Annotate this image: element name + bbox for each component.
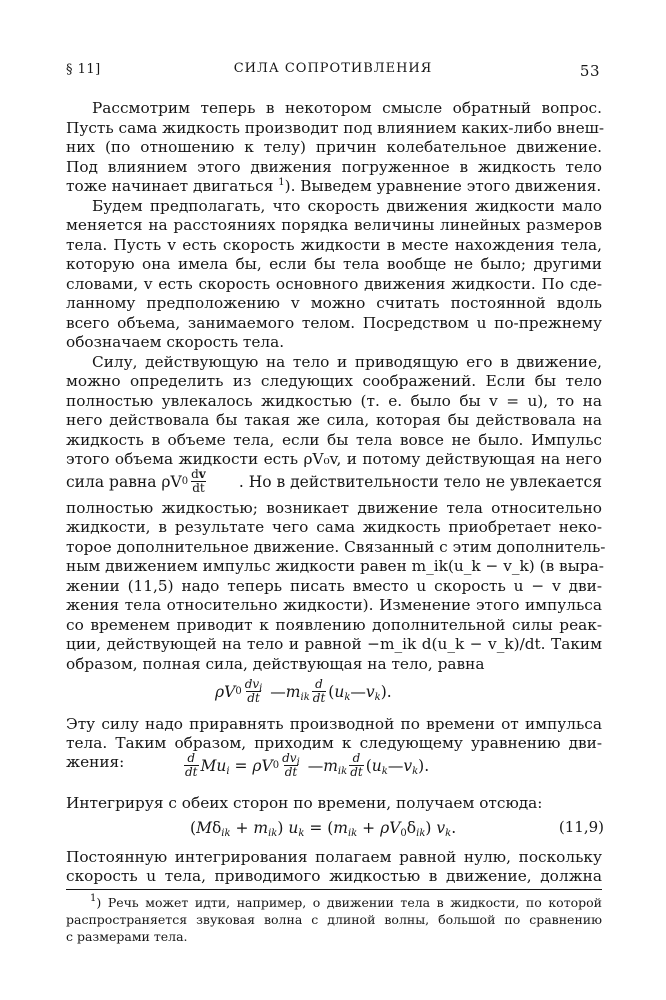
fraction-dv-dt: $\frac{dv}{dt}$ xyxy=(191,467,206,495)
text-line: Рассмотрим теперь в некотором смысле обратный вопрос. xyxy=(92,99,602,117)
text-line: полностью жидкостью; возникает движение тела относительно xyxy=(66,499,602,517)
text-line: меняется на расстояниях порядка величины линейных размеров xyxy=(66,216,602,234)
text-line: ции, действующей на тело и равной −m_ik d(u_k − v_k)/dt. Таким xyxy=(66,635,602,653)
text-line: жения: xyxy=(66,753,125,771)
text-line: ным движением импульс жидкости равен m_ik(u_k − v_k) (в выра- xyxy=(66,557,604,575)
equation-motion: $\frac{d}{dt}$ $Mu_i$ = ρV 0 $\frac{dv_i}{dt}$ — $m_{ik}$ $\frac{d}{dt}$ ( $u_k$ — $v_k$ ). xyxy=(185,751,430,779)
text-line: Интегрируя с обеих сторон по времени, получаем отсюда: xyxy=(66,794,543,812)
text-line: торое дополнительное движение. Связанный с этим дополнитель- xyxy=(66,538,606,556)
equation-force: ρV 0 $\frac{dv_i}{dt}$ — $m_{ik}$ $\frac{d}{dt}$ ( $u_k$ — $v_k$ ). xyxy=(215,677,392,705)
footnote-divider xyxy=(66,889,602,890)
text-line: Постоянную интегрирования полагаем равной нулю, поскольку xyxy=(66,848,602,866)
equation-11-9: $(M\delta_{ik} + m_{ik}) u_k = (m_{ik} + \rho V_0\delta_{ik})$ $v_k$. xyxy=(190,819,457,839)
text-line: тоже начинает двигаться $^1$). Выведем уравнение этого движения. xyxy=(66,177,602,195)
page-title: СИЛА СОПРОТИВЛЕНИЯ xyxy=(233,61,433,76)
footnote-line: распространяется звуковая волна с длиной волны, большой по сравнению xyxy=(66,912,602,927)
text-line: Эту силу надо приравнять производной по времени от импульса xyxy=(66,715,602,733)
page-number: 53 xyxy=(579,62,600,80)
text-line: тела. Пусть v есть скорость жидкости в месте нахождения тела, xyxy=(66,236,602,254)
text-line: образом, полная сила, действующая на тело, равна xyxy=(66,655,485,673)
text-line: него действовала бы такая же сила, которая бы действовала на xyxy=(66,411,602,429)
text-line: можно определить из следующих соображений. Если бы тело xyxy=(66,372,602,390)
text-line: Пусть сама жидкость производит под влиянием каких-либо внеш- xyxy=(66,119,605,137)
text-line: со временем приводит к появлению дополнительной силы реак- xyxy=(66,616,602,634)
text-line: обозначаем скорость тела. xyxy=(66,333,285,351)
text-line: скорость u тела, приводимого жидкостью в движение, должна xyxy=(66,867,602,885)
force-line: сила равна ρV 0 $\frac{dv}{dt}$ . Но в действительности тело не увлекается xyxy=(66,467,602,495)
equation-number: (11,9) xyxy=(558,818,604,836)
text-line: которую она имела бы, если бы тела вообще не было; другими xyxy=(66,255,602,273)
text-line: Силу, действующую на тело и приводящую его в движение, xyxy=(92,353,602,371)
text-line: Под влиянием этого движения погруженное в жидкость тело xyxy=(66,158,602,176)
text-line: полностью увлекалось жидкостью (т. е. было бы v = u), то на xyxy=(66,392,602,410)
text-line: жидкость в объеме тела, если бы тела вовсе не было. Импульс xyxy=(66,431,602,449)
text-line: словами, v есть скорость основного движения жидкости. По сде- xyxy=(66,275,602,293)
text-line: жения тела относительно жидкости). Изменение этого импульса xyxy=(66,596,602,614)
text-line: жении (11,5) надо теперь писать вместо u скорость u − v дви- xyxy=(66,577,602,595)
footnote-line: с размерами тела. xyxy=(66,929,188,944)
section-marker: § 11] xyxy=(66,62,101,77)
text-line: них (по отношению к телу) причин колебательное движение. xyxy=(66,138,602,156)
text-line: ланному предположению v можно считать постоянной вдоль xyxy=(66,294,602,312)
footnote-line: $^1$) Речь может идти, например, о движении тела в жидкости, по которой xyxy=(90,893,602,910)
text-line: этого объема жидкости есть ρV₀v, и потому действующая на него xyxy=(66,450,602,468)
text-line: всего объема, занимаемого телом. Посредством u по-прежнему xyxy=(66,314,602,332)
footnote-ref[interactable]: 1 xyxy=(278,177,285,188)
text-line: тела. Таким образом, приходим к следующему уравнению дви- xyxy=(66,734,602,752)
text-line: жидкости, в результате чего сама жидкость приобретает неко- xyxy=(66,518,602,536)
text-line: Будем предполагать, что скорость движения жидкости мало xyxy=(92,197,602,215)
